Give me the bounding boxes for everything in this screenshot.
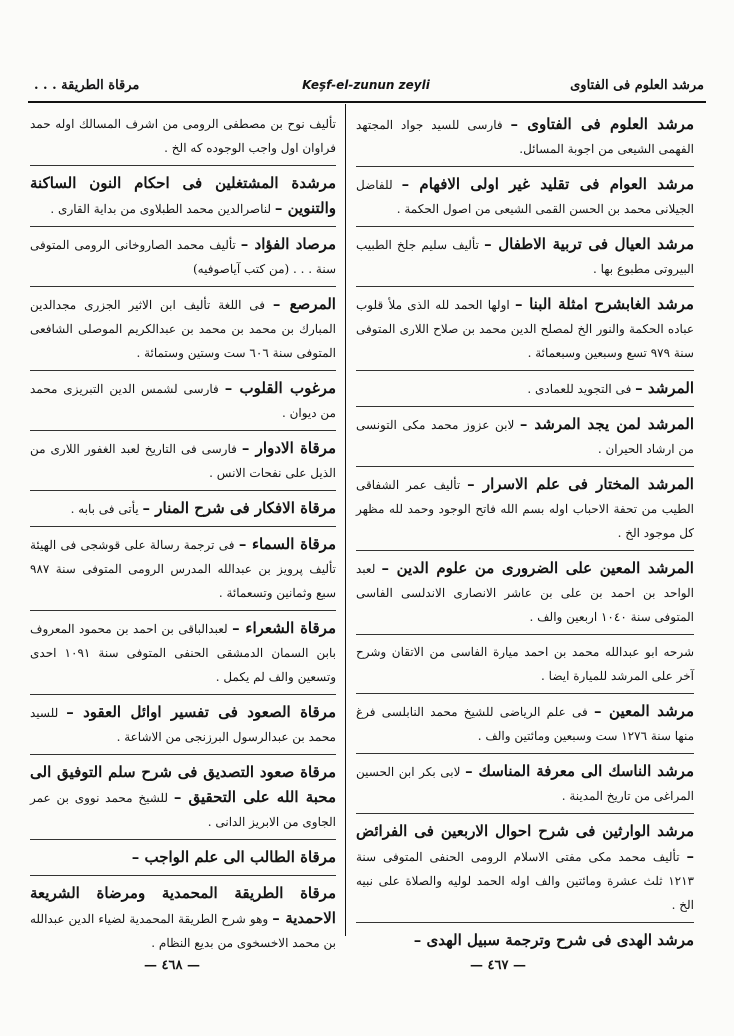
entry-title: مرقاة صعود التصديق فى شرح سلم التوفيق الى محبة الله على التحقيق –: [30, 763, 336, 806]
entry-text: فارسى للسيد جواد المجتهد الفهمى الشيعى من اجوبة المسائل.: [356, 118, 694, 156]
entry-separator: [30, 875, 336, 876]
dictionary-entry: [30, 292, 336, 365]
page-number-left: — ٤٦٨ —: [144, 958, 201, 973]
entry-title: مرقاة السماء –: [238, 535, 336, 553]
entry-title: مرشد الناسك الى معرفة المناسك –: [465, 762, 694, 780]
entry-separator: [356, 166, 694, 167]
entry-title: مرقاة الطريقة المحمدية ومرضاة الشريعة الاحمدية –: [30, 884, 336, 927]
dictionary-entry: [356, 172, 694, 221]
entry-separator: [356, 370, 694, 371]
dictionary-entry: [356, 556, 694, 629]
entry-text: لابن عزوز محمد مكى التونسى من ارشاد الحيران .: [356, 418, 694, 456]
dictionary-entry: [356, 232, 694, 281]
dictionary-entry: [30, 760, 336, 834]
entry-separator: [30, 754, 336, 755]
entry-title: مرقاة الصعود فى تفسير اوائل العقود –: [66, 703, 336, 721]
dictionary-entry: [356, 819, 694, 917]
dictionary-entry: [30, 376, 336, 425]
entry-text: فى علم الرياضى للشيخ محمد النابلسى فرغ منها سنة ١٢٧٦ ست وسبعين ومائتين والف .: [356, 705, 694, 743]
entry-text: للفاضل الجيلانى محمد بن الحسن القمى الشيعى من اصول الحكمة .: [356, 178, 694, 216]
entry-title: المرشد لمن يجد المرشد –: [519, 415, 694, 433]
dictionary-entry: [356, 759, 694, 808]
dictionary-entry: [356, 699, 694, 748]
dictionary-entry: [356, 472, 694, 545]
entry-text: اولها الحمد لله الذى ملأ قلوب عباده الحكمة والنور الخ لمصلح الدين محمد بن صلاح اللارى المتوفى سنة ٩٧٩ تسع وسبعين وسبعمائة .: [356, 298, 694, 360]
header-book-title: Keşf-el-zunun zeyli: [302, 78, 430, 92]
entry-title: مرشد المعين –: [593, 702, 694, 720]
dictionary-entry: [30, 171, 336, 221]
dictionary-entry: [356, 412, 694, 461]
entry-text: فى ترجمة رسالة على قوشجى فى الهيئة تأليف پرويز بن عبدالله المدرس الرومى المتوفى سنة ٩٨٧ سبع وثمانين وتسعمائة .: [30, 538, 336, 600]
entry-separator: [30, 526, 336, 527]
entry-text: تأليف محمد مكى مفتى الاسلام الرومى الحنفى المتوفى سنة ١٢١٣ ثلث عشرة ومائتين والف اوله الحمد لوليه والصلاة على نبيه الخ .: [356, 850, 694, 912]
entry-text: للسيد محمد بن عبدالرسول البرزنجى من الاشاعة .: [30, 706, 336, 744]
dictionary-entry: [30, 532, 336, 605]
column-divider: [345, 104, 346, 936]
entry-separator: [30, 610, 336, 611]
dictionary-entry: [30, 881, 336, 955]
entry-title: مرقاة الادوار –: [241, 439, 336, 457]
entry-separator: [356, 226, 694, 227]
entry-title: مرشد العيال فى تربية الاطفال –: [484, 235, 694, 253]
entry-title: المرشد –: [635, 379, 694, 397]
header-right-title: مرشد العلوم فى الفتاوى: [570, 78, 704, 93]
entry-title: مرشد الوارثين فى شرح احوال الاربعين فى الفرائض –: [356, 822, 694, 865]
entry-separator: [30, 490, 336, 491]
entry-separator: [356, 286, 694, 287]
entry-title: مرقاة الطالب الى علم الواجب –: [131, 848, 336, 866]
running-header: [28, 74, 704, 96]
entry-title: مرقاة الشعراء –: [232, 619, 336, 637]
entry-separator: [30, 286, 336, 287]
entry-text: تأليف نوح بن مصطفى الرومى من اشرف المسالك اوله حمد فراوان اول واجب الوجوده كه الخ .: [30, 117, 336, 155]
page-number-right: — ٤٦٧ —: [470, 958, 527, 973]
entry-separator: [30, 694, 336, 695]
entry-separator: [30, 839, 336, 840]
entry-title: مرشد العوام فى تقليد غير اولى الافهام –: [401, 175, 694, 193]
dictionary-entry: [356, 112, 694, 161]
entry-text: وهو شرح الطريقة المحمدية لضياء الدين عبدالله بن محمد الاخسخوى من بديع النظام .: [30, 912, 336, 950]
dictionary-entry: [30, 496, 336, 521]
entry-title: مرشد الغابشرح امثلة البنا –: [514, 295, 694, 313]
entry-text: فارسى لشمس الدين التبريزى محمد من ديوان .: [30, 382, 336, 420]
dictionary-entry: [356, 292, 694, 365]
entry-separator: [30, 430, 336, 431]
header-left-title: مرقاة الطريقة . . .: [34, 78, 140, 93]
dictionary-entry: [356, 376, 694, 401]
entry-text: فارسى فى التاريخ لعبد الغفور اللارى من الذيل على نفحات الانس .: [30, 442, 336, 480]
entry-text: يأتى فى بابه .: [70, 502, 139, 516]
entry-text: لعبد الواحد بن احمد بن على بن عاشر الانصارى الاندلسى الفاسى المتوفى سنة ١٠٤٠ اربعين والف .: [356, 562, 694, 624]
entry-separator: [356, 753, 694, 754]
entry-title: مرغوب القلوب –: [224, 379, 336, 397]
entry-title: مرشد الهدى فى شرح وترجمة سبيل الهدى –: [413, 931, 694, 949]
dictionary-entry: [30, 112, 336, 160]
entry-text: للشيخ محمد نووى بن عمر الجاوى من الابريز الدانى .: [30, 791, 336, 829]
entry-title: مرقاة الافكار فى شرح المنار –: [142, 499, 336, 517]
entry-text: شرحه ابو عبدالله محمد بن احمد ميارة الفاسى من الاتقان وشرح آخر على المرشد للميارة ايضا .: [356, 645, 694, 683]
entry-separator: [356, 550, 694, 551]
dictionary-entry: [356, 928, 694, 953]
left-column: [30, 112, 336, 950]
entry-title: مرصاد الفؤاد –: [240, 235, 336, 253]
entry-title: المرشد المختار فى علم الاسرار –: [467, 475, 694, 493]
entry-text: تأليف سليم جلخ الطبيب البيروتى مطبوع بها .: [356, 238, 694, 276]
dictionary-entry: [30, 232, 336, 281]
header-rule: [28, 101, 706, 103]
entry-separator: [356, 813, 694, 814]
dictionary-entry: [30, 616, 336, 689]
entry-title: مرشد العلوم فى الفتاوى –: [510, 115, 694, 133]
entry-separator: [356, 922, 694, 923]
entry-text: تأليف عمر الشفاقى الطيب من تحفة الاحباب اوله بسم الله فاتح الوجود وحمد لله مظهر كل موجود الخ .: [356, 478, 694, 540]
dictionary-entry: [356, 640, 694, 688]
entry-separator: [356, 634, 694, 635]
entry-title: المرشد المعين على الضرورى من علوم الدين –: [381, 559, 694, 577]
entry-text: لعبدالباقى بن احمد بن محمود المعروف بابن السمان الدمشقى الحنفى المتوفى سنة ١٠٩١ احدى وتسعين والف لم يكمل .: [30, 622, 336, 684]
entry-separator: [30, 165, 336, 166]
dictionary-entry: [30, 700, 336, 749]
dictionary-entry: [30, 845, 336, 870]
entry-separator: [356, 466, 694, 467]
dictionary-entry: [30, 436, 336, 485]
entry-separator: [30, 226, 336, 227]
entry-text: لابى بكر ابن الحسين المراغى من تاريخ المدينة .: [356, 765, 694, 803]
entry-title: المرصع –: [272, 295, 336, 313]
entry-text: فى اللغة تأليف ابن الاثير الجزرى مجدالدين المبارك بن محمد بن محمد بن عبدالكريم الموصلى الشافعى المتوفى سنة ٦٠٦ ست وستين وستمائة .: [30, 298, 336, 360]
entry-separator: [356, 406, 694, 407]
entry-text: فى التجويد للعمادى .: [527, 382, 632, 396]
entry-text: لناصرالدين محمد الطبلاوى من بداية القارى .: [50, 202, 272, 216]
entry-separator: [356, 693, 694, 694]
entry-separator: [30, 370, 336, 371]
right-column: [356, 112, 694, 949]
entry-title: مرشدة المشتغلين فى احكام النون الساكنة والتنوين –: [30, 174, 336, 217]
entry-text: تأليف محمد الصاروخانى الرومى المتوفى سنة . . . (من كتب آياصوفيه): [30, 238, 336, 276]
